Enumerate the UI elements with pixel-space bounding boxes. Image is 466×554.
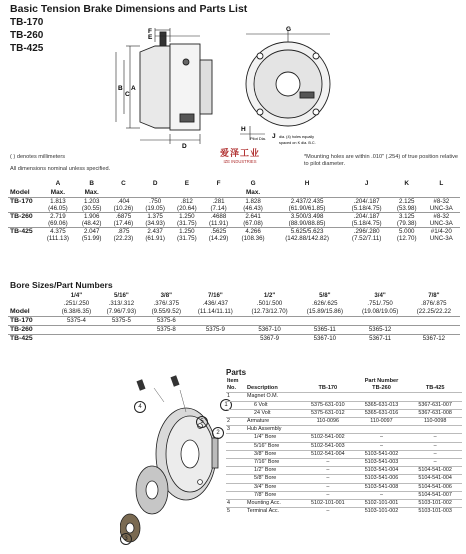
bore-part-cell: 5365-11 bbox=[297, 326, 352, 335]
dim-row bbox=[8, 213, 460, 221]
dim-mm-cell: (67.08) bbox=[243, 220, 263, 227]
parts-tb260-cell: 5103-101-002 bbox=[355, 508, 409, 516]
parts-head-tb170: TB-170 bbox=[318, 385, 338, 392]
parts-tb260-cell: 5365-631-016 bbox=[355, 409, 409, 417]
callout-3: 3 bbox=[120, 533, 132, 545]
bore-part-cell bbox=[99, 335, 144, 344]
model-heading-tb260: TB-260 bbox=[10, 30, 44, 41]
dim-subheader bbox=[391, 188, 423, 198]
parts-row bbox=[226, 434, 462, 442]
bore-part-cell: 5367-11 bbox=[352, 335, 407, 344]
dim-mm-cell: (14.29) bbox=[208, 235, 229, 242]
watermark-cn: 爱泽工业 bbox=[219, 148, 260, 158]
bore-inch-cell: .626/.625 bbox=[312, 300, 338, 307]
parts-row bbox=[226, 409, 462, 417]
parts-item-no bbox=[226, 434, 246, 442]
parts-head-part-number: Part Number bbox=[364, 378, 399, 384]
bore-mm-cell: (7.96/7.93) bbox=[106, 308, 137, 315]
parts-description: 5/16" Bore bbox=[246, 442, 301, 450]
bore-part-cell bbox=[189, 335, 242, 344]
dim-value-cell: #1/4-20 bbox=[423, 228, 460, 236]
parts-row bbox=[226, 475, 462, 483]
dim-value-cell: 1.375 bbox=[139, 213, 171, 221]
parts-item-no bbox=[226, 442, 246, 450]
parts-tb170-cell: – bbox=[301, 467, 355, 475]
bore-part-cell bbox=[54, 326, 99, 335]
parts-head-no: No. bbox=[227, 385, 237, 392]
dim-col-header: F bbox=[216, 180, 221, 187]
dimension-drawing bbox=[100, 22, 340, 152]
model-heading-tb170: TB-170 bbox=[10, 17, 44, 28]
dim-mm-cell: (17.46) bbox=[113, 220, 134, 227]
drawing-label-f: F bbox=[148, 28, 152, 35]
bore-mm-cell: (11.14/11.11) bbox=[197, 308, 233, 315]
dim-mm-cell: (111.13) bbox=[46, 235, 69, 242]
drawing-label-g: G bbox=[286, 26, 292, 33]
bore-col-header: 7/8" bbox=[428, 292, 440, 299]
parts-tb260-cell: 110-0097 bbox=[355, 418, 409, 426]
dim-mm-cell: (12.70) bbox=[396, 235, 417, 242]
parts-head-tb425: TB-425 bbox=[425, 385, 445, 392]
bore-mm-cell: (6.38/6.35) bbox=[61, 308, 92, 315]
dim-value-cell: 2.437/2.435 bbox=[272, 198, 343, 206]
parts-item-no: 4 bbox=[226, 500, 246, 508]
parts-tb425-cell: 5367-631-007 bbox=[408, 401, 462, 409]
parts-table bbox=[226, 378, 462, 515]
parts-tb260-cell: 5103-541-006 bbox=[355, 475, 409, 483]
dim-mm-row bbox=[8, 220, 460, 228]
bore-part-cell bbox=[189, 317, 242, 326]
drawing-label-a: A bbox=[131, 85, 136, 92]
dim-mm-cell: (51.99) bbox=[81, 235, 102, 242]
parts-row bbox=[226, 483, 462, 491]
bore-section-title: Bore Sizes/Part Numbers bbox=[10, 280, 113, 290]
parts-tb170-cell: – bbox=[301, 483, 355, 491]
parts-header-row-1 bbox=[226, 378, 462, 385]
parts-tb260-cell: 5103-541-003 bbox=[355, 459, 409, 467]
bore-col-header: 3/4" bbox=[374, 292, 386, 299]
dim-mm-row bbox=[8, 205, 460, 213]
dim-value-cell: .812 bbox=[171, 198, 203, 206]
parts-tb425-cell: – bbox=[408, 459, 462, 467]
parts-head-tb260: TB-260 bbox=[372, 385, 391, 392]
parts-row bbox=[226, 508, 462, 516]
dim-value-cell: 2.125 bbox=[391, 198, 423, 206]
dim-value-cell: .875 bbox=[108, 228, 140, 236]
dim-value-cell: 1.203 bbox=[76, 198, 108, 206]
parts-item-no bbox=[226, 491, 246, 499]
bore-col-header: 1/4" bbox=[70, 292, 83, 299]
parts-description: 1/4" Bore bbox=[246, 434, 301, 442]
bore-part-cell bbox=[242, 317, 297, 326]
parts-tb260-cell bbox=[355, 393, 409, 401]
parts-description: Mounting Acc. bbox=[246, 500, 301, 508]
dim-row bbox=[8, 228, 460, 236]
parts-tb425-cell: 5103-101-002 bbox=[408, 500, 462, 508]
dim-subheader: Max. bbox=[50, 189, 66, 196]
parts-item-no bbox=[226, 475, 246, 483]
bore-part-cell: 5367-10 bbox=[297, 335, 352, 344]
bore-col-header: 3/8" bbox=[160, 292, 172, 299]
bore-inch-row bbox=[8, 300, 460, 308]
dim-value-cell: 5.625/5.623 bbox=[272, 228, 343, 236]
dim-col-header: A bbox=[55, 180, 61, 187]
parts-description: 3/4" Bore bbox=[246, 483, 301, 491]
parts-tb425-cell: – bbox=[408, 450, 462, 458]
dim-value-cell: .4688 bbox=[203, 213, 235, 221]
bore-header-row bbox=[8, 292, 460, 300]
bore-model-label: Model bbox=[10, 308, 30, 315]
dim-model-cell: TB-425 bbox=[8, 228, 40, 236]
dim-mm-cell: (31.75) bbox=[177, 220, 197, 227]
parts-item-no bbox=[226, 409, 246, 417]
parts-tb425-cell: 110-0098 bbox=[408, 418, 462, 426]
dim-mm-cell: UNC-3A bbox=[429, 220, 453, 227]
dim-mm-cell: (5.18/4.75) bbox=[351, 205, 382, 212]
note-nominal: All dimensions nominal unless specified. bbox=[10, 166, 111, 172]
dimensions-header-row bbox=[8, 179, 460, 188]
dim-mm-cell: (108.36) bbox=[241, 235, 265, 242]
dim-model-cell: TB-260 bbox=[8, 213, 40, 221]
parts-tb170-cell bbox=[301, 426, 355, 434]
dim-mm-row bbox=[8, 235, 460, 242]
dim-value-cell: #8-32 bbox=[423, 213, 460, 221]
dim-mm-cell: (5.18/4.75) bbox=[351, 220, 382, 227]
parts-tb260-cell: 5103-541-008 bbox=[355, 483, 409, 491]
dim-mm-cell: (79.38) bbox=[396, 220, 417, 227]
parts-tb425-cell: 5104-541-007 bbox=[408, 491, 462, 499]
drawing-label-c: C bbox=[125, 91, 130, 98]
dim-value-cell: 5.000 bbox=[391, 228, 423, 236]
bore-part-cell: 5375-8 bbox=[144, 326, 189, 335]
bore-col-header: 7/16" bbox=[207, 292, 223, 299]
note-millimeters: ( ) denotes millimeters bbox=[10, 154, 66, 160]
parts-description: Magnet O.M. bbox=[246, 393, 301, 401]
dim-value-cell: .296/.280 bbox=[342, 228, 390, 236]
dim-mm-cell: UNC-3A bbox=[429, 235, 453, 242]
dim-value-cell: 2.641 bbox=[234, 213, 271, 221]
dim-subheader bbox=[203, 188, 235, 198]
parts-tb425-cell: 5104-541-002 bbox=[408, 467, 462, 475]
bore-mm-cell: (22.25/22.22 bbox=[416, 308, 451, 315]
dim-mm-cell: (46.43) bbox=[243, 205, 263, 212]
callout-1: 1 bbox=[220, 399, 232, 411]
dim-mm-cell: (88.90/88.85) bbox=[288, 220, 326, 227]
dim-col-header: B bbox=[89, 180, 94, 187]
dim-mm-cell: (20.64) bbox=[177, 205, 197, 212]
bore-inch-cell: .313/.312 bbox=[108, 300, 135, 307]
bore-part-cell bbox=[144, 335, 189, 344]
parts-item-no bbox=[226, 467, 246, 475]
dim-subheader bbox=[272, 188, 343, 198]
dim-value-cell: 4.375 bbox=[40, 228, 76, 236]
dim-col-header: H bbox=[304, 180, 310, 187]
bore-mm-cell: (9.55/9.52) bbox=[151, 308, 182, 315]
dim-value-cell: 1.250 bbox=[171, 228, 203, 236]
bore-inch-cell: .876/.875 bbox=[421, 300, 447, 307]
dim-mm-cell: (53.98) bbox=[396, 205, 417, 212]
dim-value-cell: .5625 bbox=[203, 228, 235, 236]
dim-mm-cell: (61.91) bbox=[145, 235, 165, 242]
bore-inch-cell: .501/.500 bbox=[256, 300, 283, 307]
parts-row bbox=[226, 491, 462, 499]
dim-mm-cell: (69.06) bbox=[48, 220, 68, 227]
parts-tb170-cell: 5102-541-003 bbox=[301, 442, 355, 450]
bore-part-cell bbox=[408, 326, 460, 335]
bore-part-cell bbox=[54, 335, 99, 344]
parts-head-item: Item bbox=[227, 378, 239, 384]
dim-subheader bbox=[423, 188, 460, 198]
drawing-label-holes-1: dia. (4) holes equally bbox=[279, 135, 315, 139]
drawing-label-h: H bbox=[241, 126, 246, 133]
parts-tb425-cell: 5367-631-008 bbox=[408, 409, 462, 417]
parts-item-no bbox=[226, 459, 246, 467]
dim-mm-cell: (48.42) bbox=[81, 220, 102, 227]
watermark bbox=[190, 146, 290, 164]
dim-col-header: E bbox=[184, 180, 189, 187]
dim-mm-cell: (61.90/61.85) bbox=[288, 205, 326, 212]
bore-part-cell bbox=[352, 317, 407, 326]
dim-mm-cell: (22.23) bbox=[113, 235, 134, 242]
bore-part-cell: 5365-12 bbox=[352, 326, 407, 335]
parts-item-no: 5 bbox=[226, 508, 246, 516]
dim-mm-cell: (142.88/142.82) bbox=[285, 235, 329, 242]
parts-row bbox=[226, 500, 462, 508]
parts-tb425-cell: – bbox=[408, 434, 462, 442]
parts-tb170-cell: 5375-631-010 bbox=[301, 401, 355, 409]
bore-model-cell: TB-170 bbox=[8, 317, 54, 326]
bore-part-cell bbox=[99, 326, 144, 335]
drawing-label-holes-2: spaced on K dia. B.C. bbox=[279, 141, 316, 145]
parts-row bbox=[226, 459, 462, 467]
dim-value-cell: 2.437 bbox=[139, 228, 171, 236]
dim-value-cell: 1.250 bbox=[171, 213, 203, 221]
parts-row bbox=[226, 393, 462, 401]
bore-part-cell: 5375-4 bbox=[54, 317, 99, 326]
dim-value-cell: .204/.187 bbox=[342, 213, 390, 221]
dim-col-header: C bbox=[121, 180, 126, 187]
parts-description: 6 Volt bbox=[246, 401, 301, 409]
bore-model-cell: TB-260 bbox=[8, 326, 54, 335]
bore-mm-cell: (15.89/15.86) bbox=[306, 308, 343, 315]
dim-mm-cell: (31.75) bbox=[177, 235, 197, 242]
parts-description: 7/16" Bore bbox=[246, 459, 301, 467]
bore-part-cell: 5375-9 bbox=[189, 326, 242, 335]
dimensions-subheader-row bbox=[8, 188, 460, 198]
parts-head-description: Description bbox=[247, 385, 278, 392]
parts-section-title: Parts bbox=[226, 368, 247, 377]
dim-value-cell: 3.500/3.498 bbox=[272, 213, 343, 221]
drawing-label-pilot: Pilot Dia. bbox=[250, 136, 267, 141]
parts-item-no bbox=[226, 483, 246, 491]
dim-value-cell: .404 bbox=[108, 198, 140, 206]
bore-table bbox=[8, 292, 460, 343]
parts-tb425-cell: 5104-541-006 bbox=[408, 483, 462, 491]
model-heading-tb425: TB-425 bbox=[10, 43, 44, 54]
parts-description: Hub Assembly bbox=[246, 426, 301, 434]
parts-tb260-cell: 5103-541-002 bbox=[355, 450, 409, 458]
dimensions-table bbox=[8, 179, 460, 242]
note-mounting-holes: *Mounting holes are within .010" (.254) of true position relative to pilot diameter. bbox=[304, 154, 459, 167]
dim-row bbox=[8, 198, 460, 206]
dim-value-cell: 3.125 bbox=[391, 213, 423, 221]
dim-value-cell: 1.906 bbox=[76, 213, 108, 221]
parts-description: 24 Volt bbox=[246, 409, 301, 417]
parts-tb425-cell: 5103-101-003 bbox=[408, 508, 462, 516]
parts-tb170-cell: – bbox=[301, 508, 355, 516]
drawing-label-e: E bbox=[148, 34, 153, 41]
parts-item-no: 2 bbox=[226, 418, 246, 426]
bore-inch-cell: .251/.250 bbox=[63, 300, 90, 307]
parts-tb170-cell: – bbox=[301, 475, 355, 483]
dim-value-cell: 4.266 bbox=[234, 228, 271, 236]
dim-value-cell: #8-32 bbox=[423, 198, 460, 206]
dim-col-header: K bbox=[404, 180, 410, 187]
parts-row bbox=[226, 426, 462, 434]
parts-tb170-cell: – bbox=[301, 491, 355, 499]
parts-tb260-cell: – bbox=[355, 434, 409, 442]
bore-blank-cell bbox=[8, 300, 54, 308]
dim-col-header: D bbox=[152, 180, 158, 187]
dim-mm-cell: (30.55) bbox=[81, 205, 102, 212]
dim-mm-cell: (11.91) bbox=[208, 220, 229, 227]
parts-item-no bbox=[226, 450, 246, 458]
dim-blank-cell bbox=[8, 220, 40, 228]
dim-value-cell: 1.813 bbox=[40, 198, 76, 206]
exploded-view-illustration bbox=[120, 368, 224, 552]
parts-description: Terminal Acc. bbox=[246, 508, 301, 516]
watermark-en: IZE INDUSTRIES bbox=[223, 159, 257, 164]
bore-mm-row bbox=[8, 308, 460, 317]
callout-4: 4 bbox=[134, 401, 146, 413]
dim-blank-cell bbox=[8, 205, 40, 213]
dim-subheader: Max. bbox=[245, 189, 261, 196]
dim-value-cell: .204/.187 bbox=[342, 198, 390, 206]
parts-tb170-cell: 5375-631-012 bbox=[301, 409, 355, 417]
bore-inch-cell: .436/.437 bbox=[202, 300, 229, 307]
parts-tb170-cell: 5102-101-001 bbox=[301, 500, 355, 508]
bore-part-cell: 5375-5 bbox=[99, 317, 144, 326]
parts-tb170-cell bbox=[301, 393, 355, 401]
drawing-label-d: D bbox=[182, 143, 187, 150]
bore-part-cell bbox=[408, 317, 460, 326]
dim-subheader bbox=[171, 188, 203, 198]
bore-part-cell: 5367-10 bbox=[242, 326, 297, 335]
bore-row bbox=[8, 326, 460, 335]
dim-col-header: G bbox=[250, 180, 256, 187]
bore-row bbox=[8, 317, 460, 326]
bore-col-header: 5/8" bbox=[319, 292, 331, 299]
dim-value-cell: 2.047 bbox=[76, 228, 108, 236]
bore-col-header: 1/2" bbox=[263, 292, 276, 299]
parts-item-no bbox=[226, 401, 246, 409]
parts-tb260-cell: 5103-541-004 bbox=[355, 467, 409, 475]
drawing-label-b: B bbox=[118, 85, 123, 92]
dim-mm-cell: (7.14) bbox=[210, 205, 227, 212]
bore-part-cell: 5367-12 bbox=[408, 335, 460, 344]
bore-col-header: 5/16" bbox=[114, 292, 129, 299]
parts-tb170-cell: 5102-541-004 bbox=[301, 450, 355, 458]
dim-mm-cell: (7.52/7.11) bbox=[351, 235, 382, 242]
parts-row bbox=[226, 450, 462, 458]
parts-description: Armature bbox=[246, 418, 301, 426]
parts-row bbox=[226, 442, 462, 450]
parts-tb170-cell: – bbox=[301, 459, 355, 467]
parts-row bbox=[226, 467, 462, 475]
callout-2: 2 bbox=[212, 427, 224, 439]
page-title: Basic Tension Brake Dimensions and Parts List bbox=[10, 3, 248, 15]
dim-model-cell: TB-170 bbox=[8, 198, 40, 206]
parts-tb260-cell bbox=[355, 426, 409, 434]
parts-tb425-cell bbox=[408, 393, 462, 401]
dim-subheader: Max. bbox=[84, 189, 99, 196]
parts-tb425-cell: 5104-541-004 bbox=[408, 475, 462, 483]
dim-subheader bbox=[342, 188, 390, 198]
parts-tb170-cell: 110-0096 bbox=[301, 418, 355, 426]
dim-mm-cell: (34.93) bbox=[145, 220, 165, 227]
parts-tb260-cell: 5102-101-001 bbox=[355, 500, 409, 508]
parts-description: 1/2" Bore bbox=[246, 467, 301, 475]
parts-tb425-cell bbox=[408, 426, 462, 434]
dim-mm-cell: (10.26) bbox=[113, 205, 134, 212]
dim-col-header: J bbox=[364, 180, 369, 187]
parts-description: 3/8" Bore bbox=[246, 450, 301, 458]
dim-value-cell: 2.719 bbox=[40, 213, 76, 221]
bore-inch-cell: .751/.750 bbox=[367, 300, 393, 307]
dim-value-cell: .6875 bbox=[108, 213, 140, 221]
parts-tb260-cell: – bbox=[355, 442, 409, 450]
parts-row bbox=[226, 401, 462, 409]
dim-value-cell: 1.828 bbox=[234, 198, 271, 206]
bore-mm-cell: (19.08/19.05) bbox=[361, 308, 399, 315]
bore-part-cell: 5367-9 bbox=[242, 335, 297, 344]
parts-description: 7/8" Bore bbox=[246, 491, 301, 499]
dim-subheader: Model bbox=[10, 189, 30, 196]
dim-mm-cell: UNC-3A bbox=[429, 205, 453, 212]
dim-value-cell: .750 bbox=[139, 198, 171, 206]
bore-row bbox=[8, 335, 460, 344]
dim-mm-cell: (19.05) bbox=[145, 205, 165, 212]
parts-tb260-cell: – bbox=[355, 491, 409, 499]
bore-mm-cell: (12.73/12.70) bbox=[251, 308, 288, 315]
bore-part-cell: 5375-6 bbox=[144, 317, 189, 326]
drawing-label-j: J bbox=[272, 133, 276, 140]
parts-item-no: 1 bbox=[226, 393, 246, 401]
parts-row bbox=[226, 418, 462, 426]
parts-item-no: 3 bbox=[226, 426, 246, 434]
parts-tb170-cell: 5102-541-002 bbox=[301, 434, 355, 442]
parts-description: 5/8" Bore bbox=[246, 475, 301, 483]
callout-5: 5 bbox=[196, 416, 208, 428]
bore-part-cell bbox=[297, 317, 352, 326]
dim-value-cell: .281 bbox=[203, 198, 235, 206]
parts-header-row-2 bbox=[226, 385, 462, 393]
parts-tb425-cell: – bbox=[408, 442, 462, 450]
bore-inch-cell: .376/.375 bbox=[153, 300, 180, 307]
dim-mm-cell: (46.05) bbox=[48, 205, 68, 212]
parts-tb260-cell: 5365-631-013 bbox=[355, 401, 409, 409]
dim-subheader bbox=[108, 188, 140, 198]
dim-blank-cell bbox=[8, 235, 40, 242]
bore-model-cell: TB-425 bbox=[8, 335, 54, 344]
dim-col-header: L bbox=[439, 180, 444, 187]
dim-subheader bbox=[139, 188, 171, 198]
